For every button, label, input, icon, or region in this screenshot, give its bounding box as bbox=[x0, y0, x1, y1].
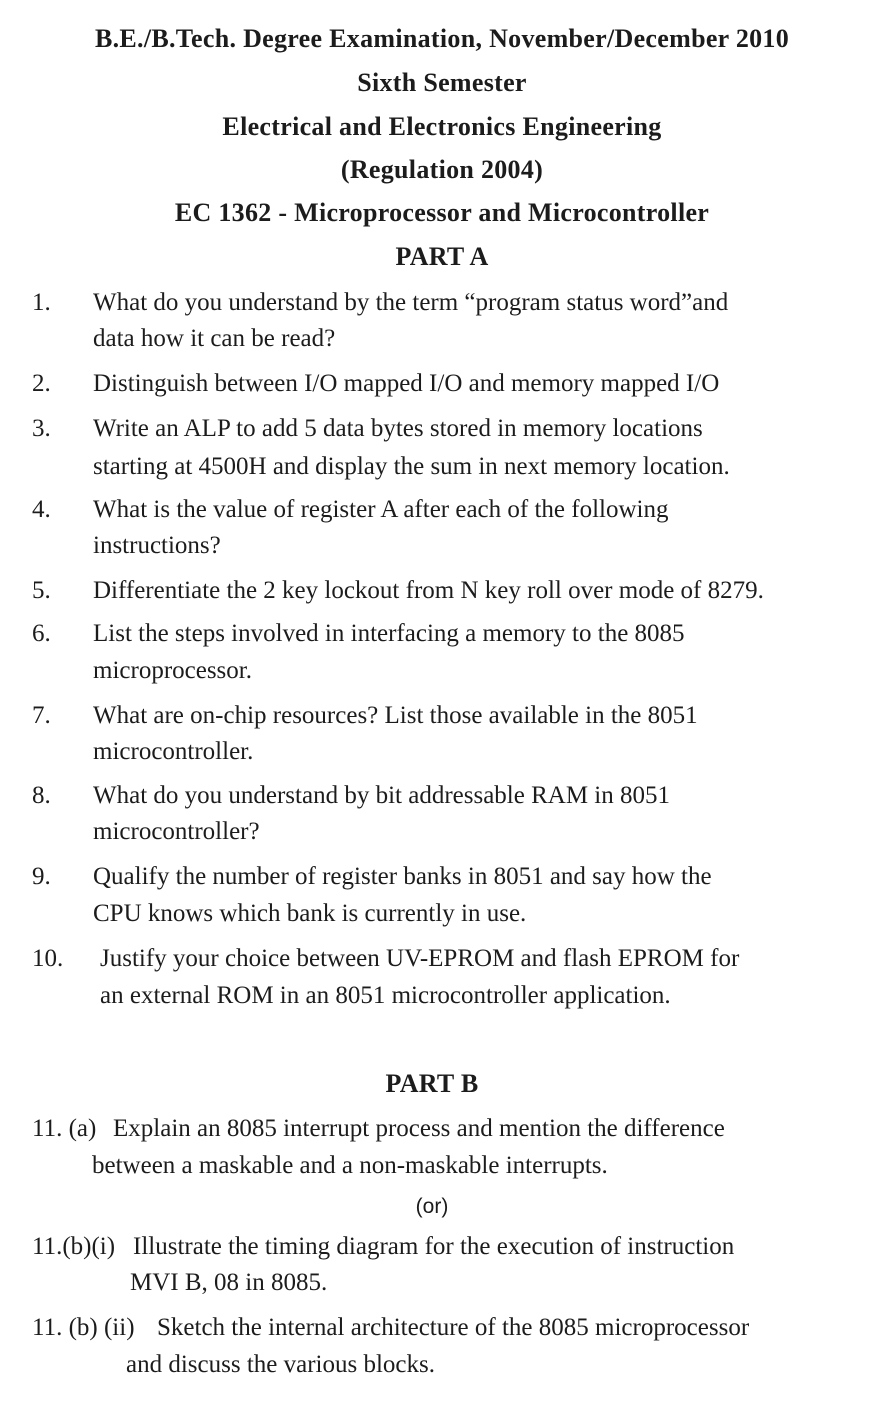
regulation-heading: (Regulation 2004) bbox=[340, 155, 544, 184]
question-line-1: Explain an 8085 interrupt process and mention the difference bbox=[113, 1115, 725, 1142]
question-line-2: microcontroller? bbox=[93, 818, 260, 845]
question-number: 5. bbox=[32, 577, 51, 604]
question-line-1: What do you understand by bit addressable RAM in 8051 bbox=[93, 782, 670, 809]
course-heading: EC 1362 - Microprocessor and Microcontroller bbox=[174, 198, 710, 227]
part-b-heading: PART B bbox=[385, 1069, 479, 1098]
question-line-1: List the steps involved in interfacing a memory to the 8085 bbox=[93, 620, 685, 647]
semester-heading: Sixth Semester bbox=[357, 68, 527, 97]
question-line-2: microcontroller. bbox=[93, 738, 254, 765]
question-number: 1. bbox=[32, 289, 51, 316]
question-label: 11. (b) (ii) bbox=[32, 1314, 135, 1341]
question-number: 10. bbox=[32, 945, 64, 972]
branch-heading: Electrical and Electronics Engineering bbox=[222, 112, 662, 141]
question-number: 8. bbox=[32, 782, 51, 809]
question-number: 7. bbox=[32, 702, 51, 729]
question-line-1: What is the value of register A after each of the following bbox=[93, 496, 669, 523]
question-line-2: CPU knows which bank is currently in use. bbox=[93, 900, 527, 927]
question-number: 4. bbox=[32, 496, 51, 523]
question-line-2: an external ROM in an 8051 microcontroller application. bbox=[100, 982, 671, 1009]
question-line-2: instructions? bbox=[93, 532, 221, 559]
question-line-2: starting at 4500H and display the sum in next memory location. bbox=[93, 453, 730, 480]
question-line-1: Sketch the internal architecture of the 8085 microprocessor bbox=[157, 1314, 750, 1341]
question-line-1: Illustrate the timing diagram for the execution of instruction bbox=[133, 1233, 735, 1260]
question-number: 3. bbox=[32, 415, 51, 442]
question-line-2: and discuss the various blocks. bbox=[126, 1351, 435, 1378]
question-line-1: Write an ALP to add 5 data bytes stored in memory locations bbox=[93, 415, 703, 442]
question-label: 11.(b)(i) bbox=[32, 1233, 116, 1260]
question-line-1: Distinguish between I/O mapped I/O and memory mapped I/O bbox=[93, 370, 720, 397]
question-line-2: between a maskable and a non-maskable interrupts. bbox=[92, 1152, 608, 1179]
or-separator: (or) bbox=[415, 1195, 449, 1218]
question-number: 9. bbox=[32, 863, 51, 890]
question-line-1: Differentiate the 2 key lockout from N key roll over mode of 8279. bbox=[93, 577, 764, 604]
question-line-1: What do you understand by the term “program status word”and bbox=[93, 289, 729, 316]
question-number: 2. bbox=[32, 370, 51, 397]
question-line-1: What are on-chip resources? List those available in the 8051 bbox=[93, 702, 698, 729]
question-line-2: data how it can be read? bbox=[93, 325, 336, 352]
question-label: 11. (a) bbox=[32, 1115, 97, 1142]
question-line-1: Qualify the number of register banks in 8051 and say how the bbox=[93, 863, 712, 890]
question-number: 6. bbox=[32, 620, 51, 647]
question-line-2: microprocessor. bbox=[93, 657, 252, 684]
question-line-1: Justify your choice between UV-EPROM and flash EPROM for bbox=[100, 945, 740, 972]
exam-title: B.E./B.Tech. Degree Examination, November/December 2010 bbox=[94, 24, 790, 53]
part-a-heading: PART A bbox=[395, 242, 489, 271]
question-line-2: MVI B, 08 in 8085. bbox=[130, 1269, 328, 1296]
